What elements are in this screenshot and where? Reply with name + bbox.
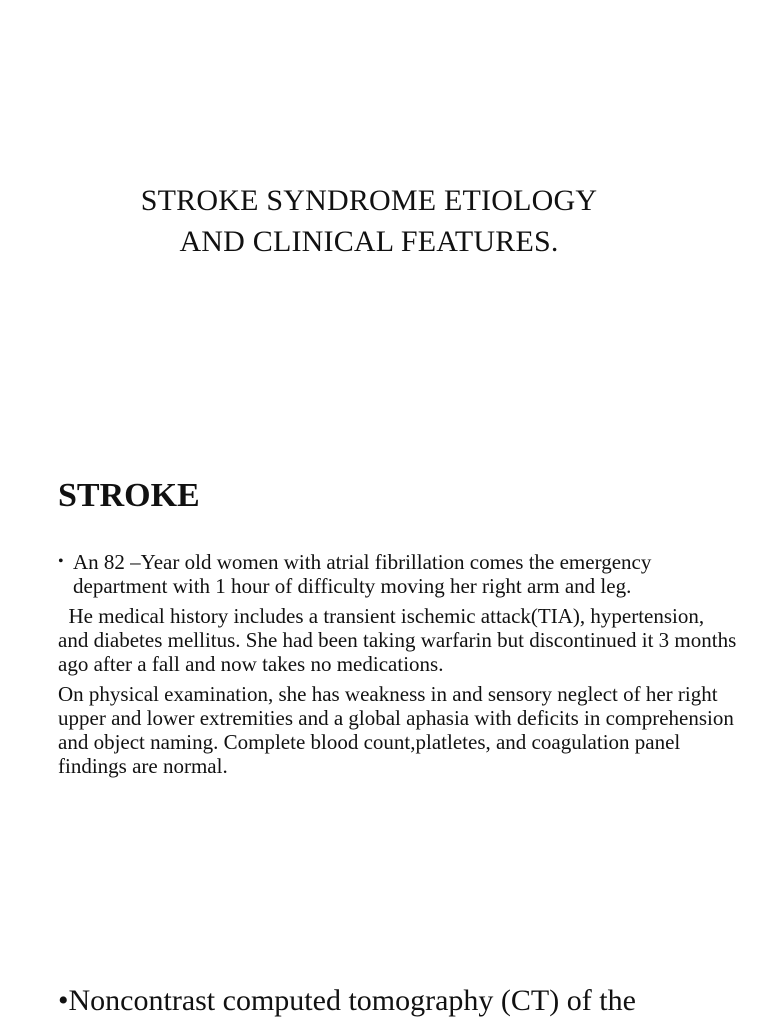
case-bullet bbox=[58, 550, 738, 598]
medical-history-paragraph: He medical history includes a transient ischemic attack(TIA), hypertension, and diabetes mellitus. She had been taking warfarin but discontinued it 3 months ago after a fall and now takes no medications. bbox=[58, 604, 742, 676]
case-description bbox=[58, 550, 742, 784]
bullet-marker: • bbox=[58, 553, 64, 570]
slide-title bbox=[0, 180, 738, 262]
ct-bullet bbox=[58, 982, 636, 1020]
section-heading: STROKE bbox=[58, 477, 200, 514]
case-bullet-text: An 82 –Year old women with atrial fibrillation comes the emergency department with 1 hour of difficulty moving her right arm and leg. bbox=[73, 550, 652, 598]
bullet-marker: • bbox=[58, 984, 69, 1017]
physical-exam-paragraph: On physical examination, she has weakness in and sensory neglect of her right upper and lower extremities and a global aphasia with deficits in comprehension and object naming. Complete blood count,platletes, and coagulation panel findings are normal. bbox=[58, 682, 740, 778]
slide-title-line-1: STROKE SYNDROME ETIOLOGY bbox=[140, 184, 598, 217]
slide-title-line-2: AND CLINICAL FEATURES. bbox=[179, 225, 559, 258]
ct-bullet-text: Noncontrast computed tomography (CT) of the bbox=[68, 984, 636, 1017]
